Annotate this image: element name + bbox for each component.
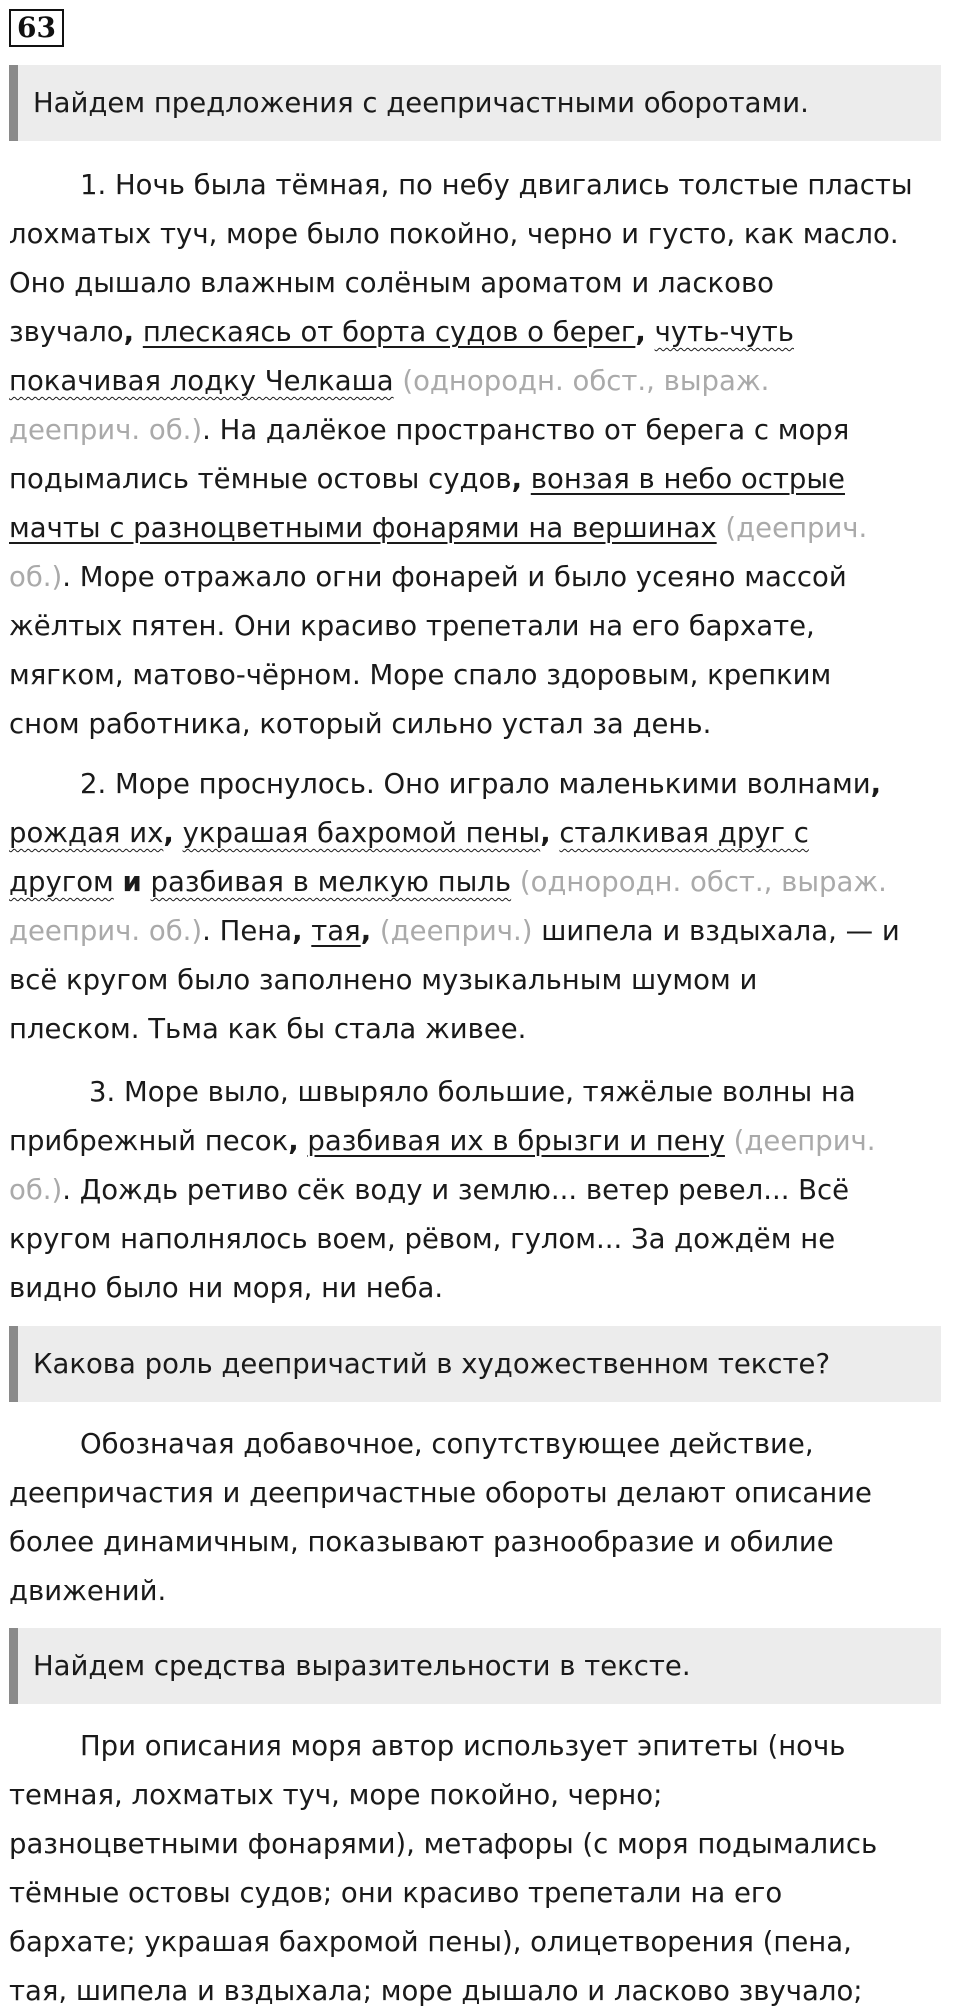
text-fragment: . Море отражало огни фонарей и было усеяно массой: [62, 561, 847, 593]
exercise-number: 63: [9, 9, 64, 47]
participial-phrase: мачты с разноцветными фонарями на вершинах: [9, 512, 717, 544]
text-line: жёлтых пятен. Они красиво трепетали на его бархате,: [9, 610, 815, 642]
grammar-note: дееприч. об.): [9, 414, 203, 446]
grammar-note: (однородн. обст., выраж.: [519, 866, 887, 898]
text-line: [9, 553, 954, 602]
text-fragment: 2. Море проснулось. Оно играло маленькими волнами: [80, 768, 871, 800]
text-line: [9, 406, 954, 455]
text-line: темная, лохматых туч, море покойно, черно;: [9, 1779, 663, 1811]
text-line: [9, 1117, 954, 1166]
text-line: Обозначая добавочное, сопутствующее действие,: [80, 1428, 814, 1460]
text-line: всё кругом было заполнено музыкальным шумом и: [9, 964, 758, 996]
participial-phrase: чуть-чуть: [654, 316, 794, 348]
paragraph-3: [9, 1068, 954, 1313]
text-fragment: шипела и вздыхала, — и: [541, 915, 900, 947]
punctuation: ,: [870, 768, 882, 800]
paragraph-2: [9, 760, 954, 1054]
text-line: мягком, матово-чёрном. Море спало здоровым, крепким: [9, 659, 832, 691]
text-line: тёмные остовы судов; они красиво трепетали на его: [9, 1877, 783, 1909]
text-line: Оно дышало влажным солёным ароматом и ласково: [9, 267, 774, 299]
grammar-note: (дееприч.: [725, 512, 868, 544]
text-line: [9, 907, 954, 956]
text-fragment: звучало: [9, 316, 124, 348]
grammar-note: об.): [9, 1174, 63, 1206]
text-fragment: . Дождь ретиво сёк воду и землю... ветер ревел... Всё: [62, 1174, 850, 1206]
text-line: разноцветными фонарями), метафоры (с моря подымались: [9, 1828, 878, 1860]
participial-phrase: сталкивая друг с: [559, 817, 809, 849]
text-line: плеском. Тьма как бы стала живее.: [9, 1013, 527, 1045]
text-line: сном работника, который сильно устал за день.: [9, 708, 712, 740]
section-heading-sentences: Найдем предложения с деепричастными оборотами.: [9, 65, 941, 141]
text-line: кругом наполнялось воем, рёвом, гулом... За дождём не: [9, 1223, 836, 1255]
text-line: [9, 308, 954, 357]
text-line: [9, 1166, 954, 1215]
text-line: более динамичным, показывают разнообразие и обилие: [9, 1526, 834, 1558]
participial-phrase: покачивая лодку Челкаша: [9, 365, 394, 397]
grammar-note: дееприч. об.): [9, 915, 203, 947]
grammar-note: (однородн. обст., выраж.: [402, 365, 770, 397]
punctuation: ,: [360, 915, 372, 947]
punctuation: ,: [635, 316, 646, 348]
participial-phrase: украшая бахромой пены: [182, 817, 541, 849]
text-line: 3. Море выло, швыряло большие, тяжёлые волны на: [89, 1076, 856, 1108]
text-line: [9, 858, 954, 907]
punctuation: ,: [288, 1125, 299, 1157]
punctuation: ,: [540, 817, 551, 849]
text-line: [9, 809, 954, 858]
text-line: При описания моря автор использует эпитеты (ночь: [80, 1730, 846, 1762]
text-line: [9, 504, 954, 553]
participial-phrase: другом: [9, 866, 114, 898]
punctuation: ,: [511, 463, 523, 495]
grammar-note: (дееприч.): [379, 915, 533, 947]
participial-phrase: разбивая их в брызги и пену: [307, 1125, 725, 1157]
participle: тая: [311, 915, 361, 947]
grammar-note: об.): [9, 561, 63, 593]
text-line: лохматых туч, море было покойно, черно и густо, как масло.: [9, 218, 899, 250]
text-line: тая, шипела и вздыхала; море дышало и ласково звучало;: [9, 1975, 863, 2007]
punctuation: ,: [292, 915, 303, 947]
participial-phrase: вонзая в небо острые: [530, 463, 845, 495]
text-line: бархате; украшая бахромой пены), олицетворения (пена,: [9, 1926, 852, 1958]
text-line: 1. Ночь была тёмная, по небу двигались толстые пласты: [80, 169, 913, 201]
text-fragment: . На далёкое пространство от берега с моря: [202, 414, 850, 446]
paragraph-1: [9, 161, 954, 749]
grammar-note: (дееприч.: [733, 1125, 876, 1157]
text-fragment: прибрежный песок: [9, 1125, 289, 1157]
text-line: деепричастия и деепричастные обороты делают описание: [9, 1477, 872, 1509]
conjunction: и: [122, 866, 142, 898]
section-heading-expressive-means: Найдем средства выразительности в тексте.: [9, 1628, 941, 1704]
text-fragment: подымались тёмные остовы судов: [9, 463, 512, 495]
section-heading-role: Какова роль деепричастий в художественном тексте?: [9, 1326, 941, 1402]
text-fragment: . Пена: [202, 915, 293, 947]
text-line: движений.: [9, 1575, 167, 1607]
participial-phrase: рождая их: [9, 817, 164, 849]
punctuation: ,: [163, 817, 174, 849]
participial-phrase: плескаясь от борта судов о берег: [142, 316, 636, 348]
paragraph-expressive-means: [9, 1722, 954, 2016]
punctuation: ,: [123, 316, 135, 348]
text-line: [9, 760, 954, 809]
text-line: [9, 455, 954, 504]
text-line: видно было ни моря, ни неба.: [9, 1272, 444, 1304]
participial-phrase: разбивая в мелкую пыль: [150, 866, 512, 898]
paragraph-role: [9, 1420, 954, 1616]
text-line: [9, 357, 954, 406]
